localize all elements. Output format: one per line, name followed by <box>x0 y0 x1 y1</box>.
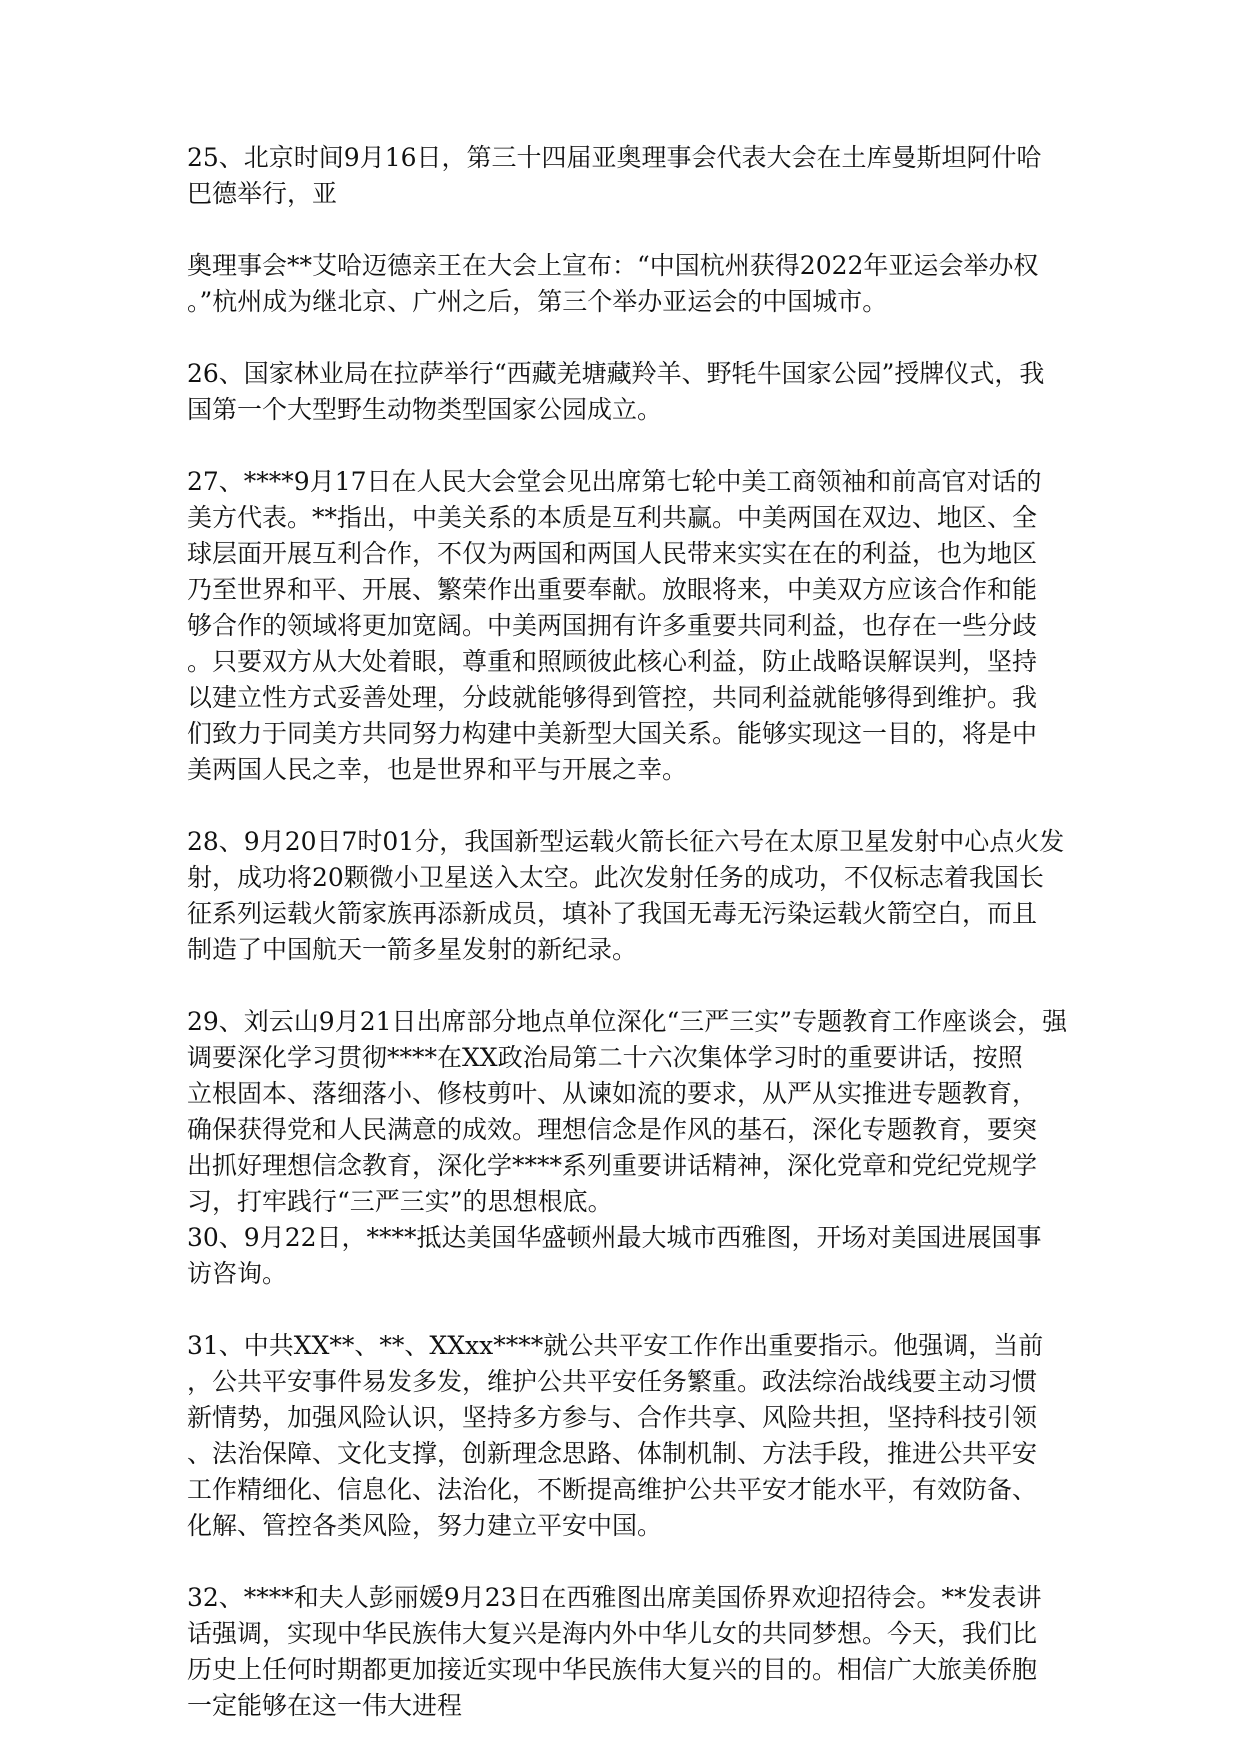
paragraph-25-part2 <box>187 248 1067 320</box>
paragraph-26 <box>187 356 1067 428</box>
paragraph-29 <box>187 1004 1067 1220</box>
text-line: 31、中共XX**、**、XXxx****就公共平安工作作出重要指示。他强调，当前 <box>187 1331 1044 1360</box>
text-line: 征系列运载火箭家族再添新成员，填补了我国无毒无污染运载火箭空白，而且 <box>187 899 1038 928</box>
text-line: 历史上任何时期都更加接近实现中华民族伟大复兴的目的。相信广大旅美侨胞 <box>187 1655 1038 1684</box>
text-line: 26、国家林业局在拉萨举行“西藏羌塘藏羚羊、野牦牛国家公园”授牌仪式，我 <box>187 359 1045 388</box>
text-line: 27、****9月17日在人民大会堂会见出席第七轮中美工商领袖和前高官对话的 <box>187 467 1042 496</box>
text-line: 习，打牢践行“三严三实”的思想根底。 <box>187 1187 613 1216</box>
text-line: 立根固本、落细落小、修枝剪叶、从谏如流的要求，从严从实推进专题教育， <box>187 1079 1038 1108</box>
text-line: 乃至世界和平、开展、繁荣作出重要奉献。放眼将来，中美双方应该合作和能 <box>187 575 1038 604</box>
paragraph-27 <box>187 464 1067 788</box>
text-line: 访咨询。 <box>187 1259 288 1288</box>
text-line: 射，成功将20颗微小卫星送入太空。此次发射任务的成功，不仅标志着我国长 <box>187 863 1044 892</box>
text-line: 美两国人民之幸，也是世界和平与开展之幸。 <box>187 755 688 784</box>
text-line: 30、9月22日，****抵达美国华盛顿州最大城市西雅图，开场对美国进展国事 <box>187 1223 1042 1252</box>
text-line: 化解、管控各类风险，努力建立平安中国。 <box>187 1511 663 1540</box>
text-line: 够合作的领域将更加宽阔。中美两国拥有许多重要共同利益，也存在一些分歧 <box>187 611 1038 640</box>
document-body <box>187 140 1067 1724</box>
paragraph-32 <box>187 1580 1067 1724</box>
text-line: 。只要双方从大处着眼，尊重和照顾彼此核心利益，防止战略误解误判，坚持 <box>187 647 1038 676</box>
text-line: 巴德举行，亚 <box>187 179 338 208</box>
text-line: 制造了中国航天一箭多星发射的新纪录。 <box>187 935 638 964</box>
text-line: 调要深化学习贯彻****在XX政治局第二十六次集体学习时的重要讲话，按照 <box>187 1043 1023 1072</box>
text-line: 32、****和夫人彭丽媛9月23日在西雅图出席美国侨界欢迎招待会。**发表讲 <box>187 1583 1042 1612</box>
paragraph-25-part1 <box>187 140 1067 212</box>
text-line: 29、刘云山9月21日出席部分地点单位深化“三严三实”专题教育工作座谈会，强 <box>187 1007 1068 1036</box>
text-line: 25、北京时间9月16日，第三十四届亚奥理事会代表大会在土库曼斯坦阿什哈 <box>187 143 1042 172</box>
text-line: 28、9月20日7时01分，我国新型运载火箭长征六号在太原卫星发射中心点火发 <box>187 827 1065 856</box>
text-line: 、法治保障、文化支撑，创新理念思路、体制机制、方法手段，推进公共平安 <box>187 1439 1038 1468</box>
text-line: 们致力于同美方共同努力构建中美新型大国关系。能够实现这一目的，将是中 <box>187 719 1038 748</box>
paragraph-28 <box>187 824 1067 968</box>
paragraph-31 <box>187 1328 1067 1544</box>
text-line: 。”杭州成为继北京、广州之后，第三个举办亚运会的中国城市。 <box>187 287 888 316</box>
text-line: 国第一个大型野生动物类型国家公园成立。 <box>187 395 663 424</box>
text-line: 话强调，实现中华民族伟大复兴是海内外中华儿女的共同梦想。今天，我们比 <box>187 1619 1038 1648</box>
text-line: 出抓好理想信念教育，深化学****系列重要讲话精神，深化党章和党纪党规学 <box>187 1151 1038 1180</box>
text-line: 美方代表。**指出，中美关系的本质是互利共赢。中美两国在双边、地区、全 <box>187 503 1038 532</box>
paragraph-30 <box>187 1220 1067 1292</box>
text-line: 奥理事会**艾哈迈德亲王在大会上宣布：“中国杭州获得2022年亚运会举办权 <box>187 251 1039 280</box>
text-line: 确保获得党和人民满意的成效。理想信念是作风的基石，深化专题教育，要突 <box>187 1115 1038 1144</box>
text-line: 以建立性方式妥善处理，分歧就能够得到管控，共同利益就能够得到维护。我 <box>187 683 1038 712</box>
text-line: ，公共平安事件易发多发，维护公共平安任务繁重。政法综治战线要主动习惯 <box>187 1367 1038 1396</box>
text-line: 一定能够在这一伟大进程 <box>187 1691 463 1720</box>
text-line: 球层面开展互利合作，不仅为两国和两国人民带来实实在在的利益，也为地区 <box>187 539 1038 568</box>
text-line: 工作精细化、信息化、法治化，不断提高维护公共平安才能水平，有效防备、 <box>187 1475 1038 1504</box>
text-line: 新情势，加强风险认识，坚持多方参与、合作共享、风险共担，坚持科技引领 <box>187 1403 1038 1432</box>
